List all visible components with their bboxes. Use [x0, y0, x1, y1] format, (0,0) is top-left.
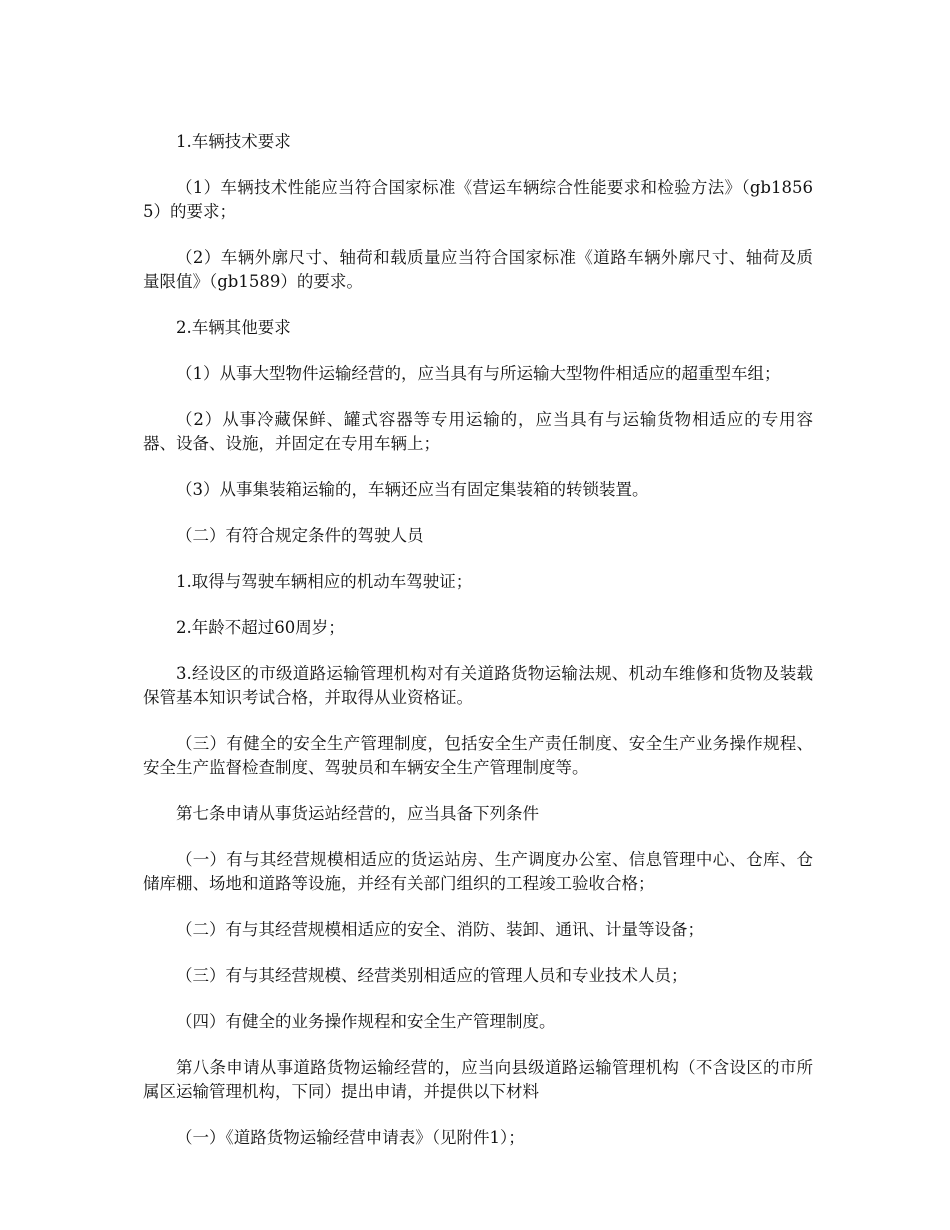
paragraph: （一）《道路货物运输经营申请表》（见附件1）；	[176, 1128, 525, 1147]
paragraph: （1）车辆技术性能应当符合国家标准《营运车辆综合性能要求和检验方法》（gb18565）的要求；	[143, 178, 813, 221]
paragraph: 第七条申请从事货运站经营的，应当具备下列条件	[176, 804, 539, 823]
paragraph: （3）从事集装箱运输的，车辆还应当有固定集装箱的转锁装置。	[176, 480, 649, 499]
paragraph: （四）有健全的业务操作规程和安全生产管理制度。	[176, 1012, 556, 1031]
paragraph: （一）有与其经营规模相适应的货运站房、生产调度办公室、信息管理中心、仓库、仓储库棚、场地和道路等设施，并经有关部门组织的工程竣工验收合格；	[143, 850, 813, 893]
paragraph: 1.取得与驾驶车辆相应的机动车驾驶证；	[176, 572, 473, 591]
paragraph: （2）车辆外廓尺寸、轴荷和载质量应当符合国家标准《道路车辆外廓尺寸、轴荷及质量限值》（gb1589）的要求。	[143, 248, 813, 291]
paragraph: （三）有健全的安全生产管理制度，包括安全生产责任制度、安全生产业务操作规程、安全生产监督检查制度、驾驶员和车辆安全生产管理制度等。	[143, 734, 813, 777]
paragraph: （1）从事大型物件运输经营的，应当具有与所运输大型物件相适应的超重型车组；	[176, 364, 781, 383]
paragraph: （二）有与其经营规模相适应的安全、消防、装卸、通讯、计量等设备；	[176, 920, 704, 939]
paragraph: （二）有符合规定条件的驾驶人员	[176, 526, 424, 545]
paragraph: 1.车辆技术要求	[176, 132, 291, 151]
document-body	[143, 130, 813, 1172]
paragraph: 3.经设区的市级道路运输管理机构对有关道路货物运输法规、机动车维修和货物及装载保管基本知识考试合格，并取得从业资格证。	[143, 664, 813, 707]
paragraph: （2）从事冷藏保鲜、罐式容器等专用运输的，应当具有与运输货物相适应的专用容器、设备、设施，并固定在专用车辆上；	[143, 410, 813, 453]
paragraph: （三）有与其经营规模、经营类别相适应的管理人员和专业技术人员；	[176, 966, 688, 985]
paragraph: 2.车辆其他要求	[176, 318, 291, 337]
paragraph: 2.年龄不超过60周岁；	[176, 618, 345, 637]
paragraph: 第八条申请从事道路货物运输经营的，应当向县级道路运输管理机构（不含设区的市所属区运输管理机构，下同）提出申请，并提供以下材料	[143, 1058, 813, 1101]
